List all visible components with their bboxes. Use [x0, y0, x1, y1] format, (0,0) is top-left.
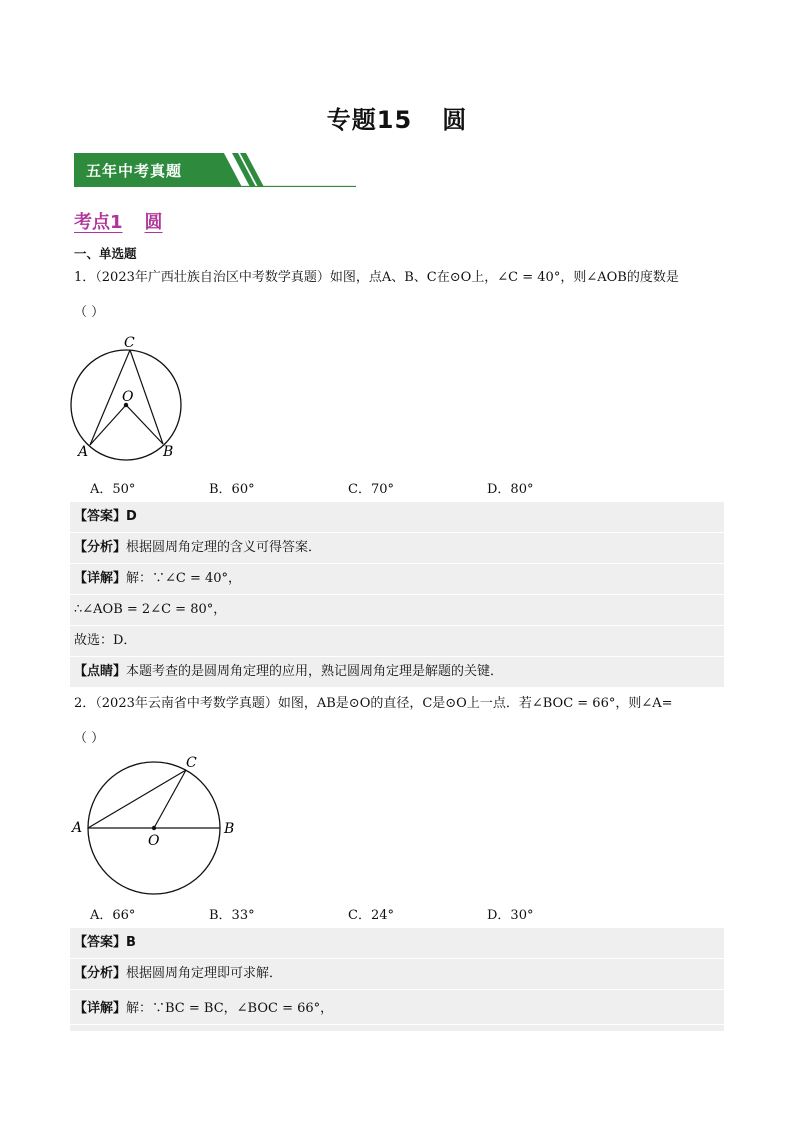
title-sub: 圆 — [442, 106, 468, 134]
section-banner-label: 五年中考真题 — [86, 162, 183, 180]
q1-label-o: O — [122, 389, 134, 405]
q1-paren: （ ） — [74, 305, 105, 320]
q1-label-a: A — [78, 444, 89, 460]
q2-label-a: A — [72, 820, 83, 836]
q2-label-c: C — [186, 755, 197, 771]
q2-detail-1: 【详解】解：∵BC = BC，∠BOC = 66°， — [70, 994, 724, 1025]
q2-figure — [66, 752, 246, 898]
q2-stem: 2．（2023年云南省中考数学真题）如图，AB是⊙O的直径，C是⊙O上一点．若∠BOC = 66°，则∠A= — [74, 696, 673, 711]
q1-solution-box — [70, 502, 724, 688]
q1-label-c: C — [124, 335, 135, 351]
q1-detail-1: 【详解】解：∵∠C = 40°， — [70, 564, 724, 595]
q1-answer: 【答案】D — [70, 502, 724, 533]
q1-analysis: 【分析】根据圆周角定理的含义可得答案． — [70, 533, 724, 564]
q1-comment: 【点睛】本题考查的是圆周角定理的应用，熟记圆周角定理是解题的关键． — [70, 657, 724, 688]
q2-answer: 【答案】B — [70, 928, 724, 959]
section-banner — [74, 153, 356, 187]
q2-label-b: B — [224, 821, 235, 837]
subsection-heading: 一、单选题 — [74, 246, 137, 261]
q2-analysis: 【分析】根据圆周角定理即可求解． — [70, 959, 724, 990]
title-main: 专题15 — [326, 106, 413, 134]
q2-option-b[interactable]: B．33° — [209, 908, 255, 923]
q2-option-c[interactable]: C．24° — [348, 908, 394, 923]
q1-stem: 1．（2023年广西壮族自治区中考数学真题）如图，点A、B、C在⊙O上，∠C = 40°，则∠AOB的度数是 — [74, 270, 679, 285]
q1-figure — [66, 334, 192, 464]
kaodian-heading — [74, 208, 163, 234]
q2-paren: （ ） — [74, 731, 105, 746]
q1-option-b[interactable]: B．60° — [209, 482, 255, 497]
kaodian-topic: 圆 — [144, 212, 163, 233]
q1-detail-3: 故选：D． — [70, 626, 724, 657]
q2-option-d[interactable]: D．30° — [487, 908, 534, 923]
q1-option-a[interactable]: A．50° — [90, 482, 136, 497]
kaodian-label: 考点1 — [74, 212, 123, 233]
q2-label-o: O — [148, 833, 160, 849]
q1-label-b: B — [163, 444, 174, 460]
q1-detail-2: ∴∠AOB = 2∠C = 80°， — [70, 595, 724, 626]
q1-option-c[interactable]: C．70° — [348, 482, 394, 497]
q1-option-d[interactable]: D．80° — [487, 482, 534, 497]
q2-option-a[interactable]: A．66° — [90, 908, 136, 923]
q2-solution-box — [70, 928, 724, 1031]
page-title — [0, 100, 794, 135]
